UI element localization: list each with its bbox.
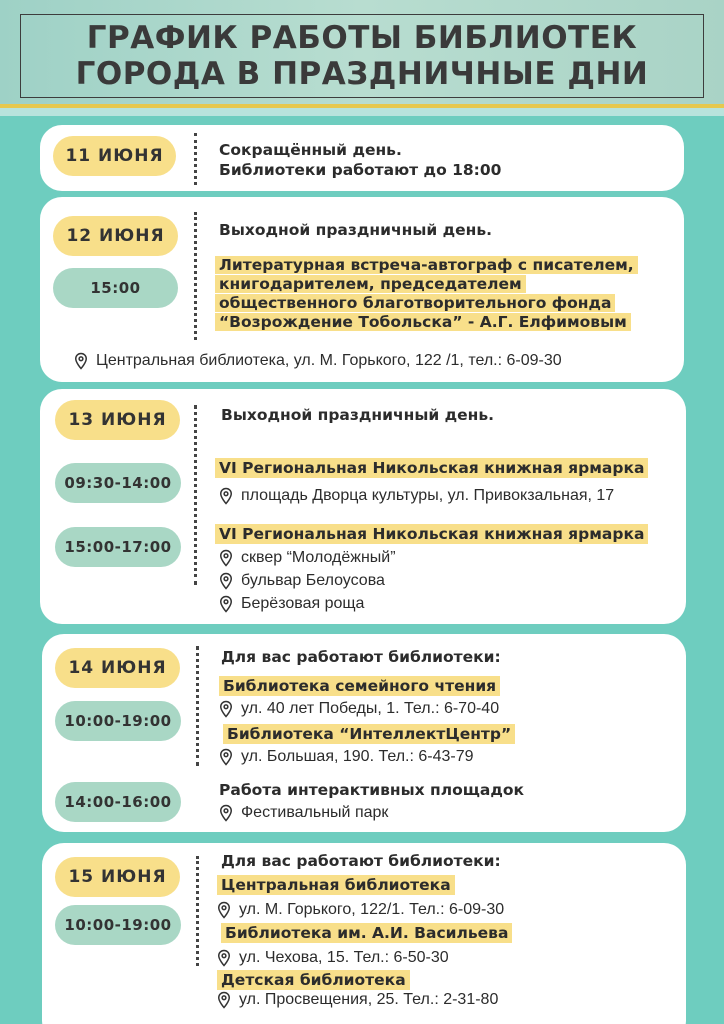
address-text: ул. 40 лет Победы, 1. Тел.: 6-70-40 xyxy=(241,700,500,717)
location-text: площадь Дворца культуры, ул. Привокзальная, 17 xyxy=(241,487,615,504)
day-note: Сокращённый день. xyxy=(219,141,402,159)
location-text: Берёзовая роща xyxy=(241,595,365,612)
event-line: общественного благотворительного фонда xyxy=(215,294,615,312)
location-row xyxy=(72,351,562,371)
location-text: бульвар Белоусова xyxy=(241,572,385,589)
section-heading: Для вас работают библиотеки: xyxy=(221,648,501,666)
event-title-text: VI Региональная Никольская книжная ярмарка xyxy=(215,524,648,544)
event-title xyxy=(215,256,638,332)
location-pin-icon xyxy=(72,352,90,370)
dotted-separator xyxy=(194,133,197,185)
location-pin-icon xyxy=(217,572,235,590)
address-text: ул. Большая, 190. Тел.: 6-43-79 xyxy=(241,748,474,765)
address-row xyxy=(215,948,449,968)
location-row xyxy=(217,571,385,591)
library-name-text: Центральная библиотека xyxy=(217,875,455,895)
location-row xyxy=(217,594,364,614)
event-title xyxy=(215,524,648,544)
event-line: “Возрождение Тобольска” - А.Г. Елфимовым xyxy=(215,313,631,331)
address-text: ул. М. Горького, 122/1. Тел.: 6-09-30 xyxy=(239,901,505,918)
library-name xyxy=(219,676,500,696)
event-title: Работа интерактивных площадок xyxy=(219,781,525,799)
section-heading: Для вас работают библиотеки: xyxy=(221,852,501,870)
location-pin-icon xyxy=(217,700,235,718)
time-badge: 09:30-14:00 xyxy=(55,463,181,503)
location-pin-icon xyxy=(217,487,235,505)
time-badge: 15:00-17:00 xyxy=(55,527,181,567)
location-pin-icon xyxy=(217,804,235,822)
page-title-line2: ГОРОДА В ПРАЗДНИЧНЫЕ ДНИ xyxy=(75,56,649,92)
date-badge: 15 ИЮНЯ xyxy=(55,857,180,897)
time-badge: 10:00-19:00 xyxy=(55,701,181,741)
library-name xyxy=(223,724,515,744)
event-title-text: VI Региональная Никольская книжная ярмарка xyxy=(215,458,648,478)
address-text: ул. Просвещения, 25. Тел.: 2-31-80 xyxy=(239,991,499,1008)
day-status: Выходной праздничный день. xyxy=(221,406,495,424)
location-text: Фестивальный парк xyxy=(241,804,389,821)
library-name xyxy=(217,970,410,990)
dotted-separator xyxy=(194,212,197,340)
date-badge: 12 ИЮНЯ xyxy=(53,216,178,256)
day-note-hours: Библиотеки работают до 18:00 xyxy=(219,161,502,179)
location-pin-icon xyxy=(217,549,235,567)
library-name-text: Библиотека “ИнтеллектЦентр” xyxy=(223,724,515,744)
location-row xyxy=(217,803,388,823)
date-badge: 13 ИЮНЯ xyxy=(55,400,180,440)
dotted-separator xyxy=(196,646,199,766)
library-name xyxy=(217,875,455,895)
address-row xyxy=(217,699,499,719)
date-badge: 14 ИЮНЯ xyxy=(55,648,180,688)
event-line: Литературная встреча-автограф с писателем, xyxy=(215,256,638,274)
address-row xyxy=(215,990,498,1010)
date-badge: 11 ИЮНЯ xyxy=(53,136,176,176)
location-row xyxy=(217,548,396,568)
time-badge: 15:00 xyxy=(53,268,178,308)
divider-stripe-light xyxy=(0,108,724,116)
address-row xyxy=(217,747,474,767)
location-row xyxy=(217,486,614,506)
address-text: ул. Чехова, 15. Тел.: 6-50-30 xyxy=(239,949,449,966)
address-row xyxy=(215,900,504,920)
location-pin-icon xyxy=(215,901,233,919)
location-text: сквер “Молодёжный” xyxy=(241,549,396,566)
location-pin-icon xyxy=(217,748,235,766)
time-badge: 14:00-16:00 xyxy=(55,782,181,822)
event-title xyxy=(215,458,648,478)
event-line: книгодарителем, председателем xyxy=(215,275,526,293)
location-pin-icon xyxy=(215,991,233,1009)
location-pin-icon xyxy=(215,949,233,967)
location-pin-icon xyxy=(217,595,235,613)
library-name xyxy=(221,923,512,943)
day-status: Выходной праздничный день. xyxy=(219,221,493,239)
library-name-text: Детская библиотека xyxy=(217,970,410,990)
library-name-text: Библиотека семейного чтения xyxy=(219,676,500,696)
dotted-separator xyxy=(196,856,199,966)
library-name-text: Библиотека им. А.И. Васильева xyxy=(221,923,512,943)
time-badge: 10:00-19:00 xyxy=(55,905,181,945)
page-title-line1: ГРАФИК РАБОТЫ БИБЛИОТЕК xyxy=(86,20,638,56)
location-text: Центральная библиотека, ул. М. Горького, 122 /1, тел.: 6-09-30 xyxy=(96,352,562,369)
dotted-separator xyxy=(194,405,197,585)
